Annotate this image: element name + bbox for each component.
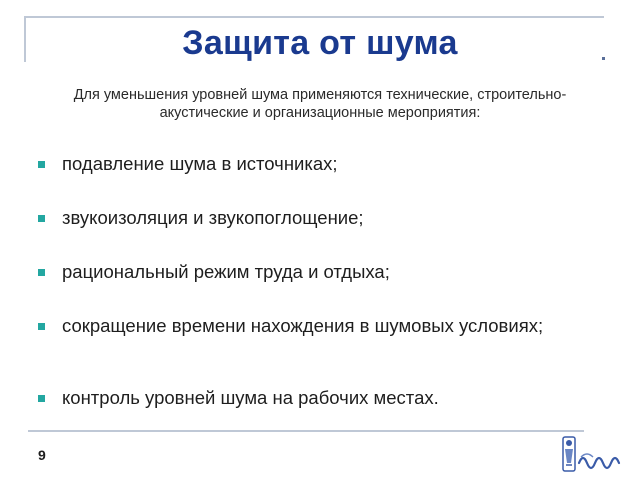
bullet-text: контроль уровней шума на рабочих местах. [62, 387, 439, 408]
bottom-divider [28, 430, 584, 432]
bullet-icon [38, 395, 45, 402]
university-logo-icon [559, 433, 629, 475]
bullet-text: рациональный режим труда и отдыха; [62, 261, 390, 282]
top-divider [24, 16, 604, 18]
bullet-text: сокращение времени нахождения в шумовых условиях; [62, 315, 544, 336]
bullet-icon [38, 161, 45, 168]
page-number: 9 [38, 447, 46, 463]
slide-title: Защита от шума [182, 24, 458, 62]
intro-text: Для уменьшения уровней шума применяются технические, строительно-акустические и организационные мероприятия: [73, 87, 567, 121]
bullet-text: звукоизоляция и звукопоглощение; [62, 207, 364, 228]
bullet-icon [38, 215, 45, 222]
bullet-icon [38, 269, 45, 276]
bullet-icon [38, 323, 45, 330]
bullet-text: подавление шума в источниках; [62, 153, 338, 174]
